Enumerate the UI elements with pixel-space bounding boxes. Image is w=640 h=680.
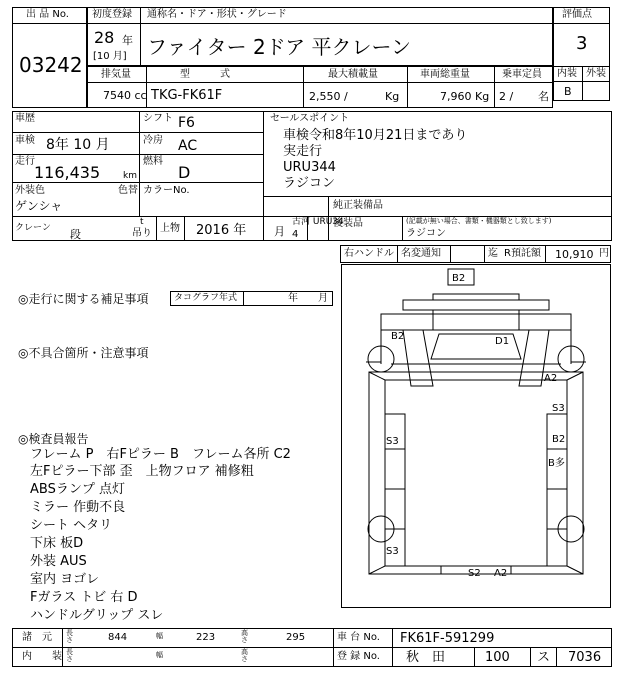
- model-code: TKG-FK61F: [151, 88, 223, 103]
- tachograph-month: 月: [318, 293, 328, 304]
- reg-kana: ス: [537, 650, 551, 665]
- chassis-number: FK61F-591299: [400, 631, 495, 646]
- length-value: 844: [108, 632, 128, 643]
- crane-ton: t: [140, 217, 144, 227]
- height-label-2: 高さ: [241, 648, 248, 664]
- name-change-label: 名変通知: [401, 248, 441, 259]
- mileage-label: 走行: [15, 156, 35, 167]
- first-reg-year: 28: [94, 28, 115, 47]
- defects-heading: ◎不具合箇所・注意事項: [18, 346, 149, 360]
- score-value: 3: [576, 33, 588, 54]
- color-value: ゲンシャ: [15, 199, 63, 213]
- width-label-2: 幅: [156, 651, 163, 659]
- score-label: 評価点: [562, 9, 592, 20]
- vehicle-name: ファイター 2ドア 平クレーン: [147, 35, 412, 59]
- cab-rear: [391, 364, 561, 372]
- crane-label: クレーン: [15, 223, 51, 233]
- recycle-unit: 円: [599, 248, 609, 259]
- body-maker: 古河 URU34: [292, 217, 344, 227]
- tachograph-year: 年: [288, 293, 298, 304]
- rail-stakes: [385, 449, 567, 529]
- interior-grade: B: [564, 85, 572, 98]
- gross-weight: 7,960 Kg: [440, 90, 490, 103]
- inspector-line-9: Fガラス トビ 右 D: [30, 590, 138, 605]
- reg-area: 秋 田: [406, 650, 446, 665]
- bed-floor: [385, 380, 567, 566]
- capacity-label: 乗車定員: [502, 69, 542, 80]
- inspector-heading: ◎検査員報告: [18, 432, 89, 446]
- sales-point-3: URU344: [283, 160, 336, 175]
- displacement-label: 排気量: [101, 69, 131, 80]
- height-label: 高さ: [241, 629, 248, 645]
- cab-doors: [403, 330, 549, 386]
- width-label: 幅: [156, 632, 163, 640]
- aftermarket-label: 後装品: [333, 218, 363, 229]
- diag-label-d1: D1: [495, 336, 510, 347]
- fuel-value: D: [178, 163, 191, 182]
- reg-class: 100: [485, 650, 510, 665]
- height-value: 295: [286, 632, 306, 643]
- model-grade-label: 通称名・ドア・形状・グレード: [147, 9, 287, 20]
- truck-damage-diagram: [341, 264, 611, 608]
- inspector-line-7: 外装 AUS: [30, 554, 87, 569]
- color-label: 外装色: [15, 185, 45, 196]
- fuel-label: 燃料: [143, 156, 163, 167]
- sales-point-2: 実走行: [283, 144, 323, 159]
- mileage-value: 116,435: [34, 163, 101, 182]
- cab-roof-edge: [381, 314, 571, 330]
- inspector-line-2: 左Fピラー下部 歪 上物フロア 補修粗: [30, 464, 254, 479]
- displacement: 7540 cc: [103, 89, 147, 102]
- recycle-amount: 10,910: [555, 248, 594, 261]
- interior-footer-label: 内 装: [22, 651, 62, 662]
- genuine-equipment-label: 純正装備品: [333, 200, 383, 211]
- cab-pillars: [433, 310, 519, 330]
- inspector-line-3: ABSランプ 点灯: [30, 482, 125, 497]
- bed-corners: [369, 372, 583, 574]
- mileage-unit: km: [123, 171, 137, 181]
- handle-side: 右ハンドル: [344, 248, 394, 259]
- inspector-line-6: 下床 板D: [30, 536, 84, 551]
- bed-rails: [385, 414, 567, 566]
- recycle-label: R預託額: [504, 248, 541, 259]
- shift-label: シフト: [143, 113, 173, 124]
- inspector-line-8: 室内 ヨゴレ: [30, 572, 100, 587]
- bed-outline: [369, 372, 583, 574]
- driving-notes-heading: ◎走行に関する補足事項: [18, 292, 149, 306]
- max-load-unit: Kg: [385, 90, 400, 103]
- front-bumper: [433, 294, 519, 300]
- ac-value: AC: [178, 138, 198, 154]
- max-load-label: 最大積載量: [328, 69, 378, 80]
- diag-label-b2-top: B2: [452, 273, 466, 284]
- interior-label: 内装: [557, 68, 577, 79]
- diag-label-s3-left: S3: [386, 436, 399, 447]
- first-reg-label: 初度登録: [92, 9, 132, 20]
- color-change-label: 色替: [118, 185, 138, 196]
- diag-label-b2-left: B2: [391, 331, 405, 342]
- lot-number: 03242: [19, 53, 83, 77]
- diag-label-s3-bottom-left: S3: [386, 546, 399, 557]
- sales-point-1: 車検令和8年10月21日まであり: [283, 128, 468, 143]
- body-month: 月: [274, 225, 285, 238]
- crane-stage: 段: [70, 228, 81, 241]
- length-label: 長さ: [66, 629, 73, 645]
- first-reg-month: [10 月]: [93, 51, 127, 62]
- sales-points-label: セールスポイント: [270, 113, 350, 124]
- inspector-line-5: シート ヘタリ: [30, 518, 113, 533]
- diag-label-s2: S2: [468, 568, 481, 579]
- diag-label-a2-right: A2: [544, 373, 558, 384]
- year-unit: 年: [122, 34, 133, 47]
- inspector-line-4: ミラー 作動不良: [30, 500, 126, 515]
- inspector-line-10: ハンドルグリップ スレ: [30, 608, 164, 623]
- diag-label-s3-right: S3: [552, 403, 565, 414]
- capacity-unit: 名: [538, 90, 549, 103]
- sales-point-4: ラジコン: [283, 176, 336, 191]
- diag-label-a2-bottom: A2: [494, 568, 508, 579]
- shift-value: F6: [178, 115, 195, 131]
- lot-label: 出 品 No.: [26, 9, 69, 20]
- exterior-label: 外装: [586, 68, 606, 79]
- inspector-line-1: フレーム P 右Fピラー B フレーム各所 C2: [30, 447, 291, 462]
- model-code-label: 型 式: [180, 69, 230, 80]
- gross-weight-label: 車両総重量: [420, 69, 470, 80]
- length-label-2: 長さ: [66, 648, 73, 664]
- capacity: 2 /: [499, 90, 514, 103]
- reg-label: 登 録 No.: [337, 651, 380, 662]
- history-label: 車歴: [15, 113, 35, 124]
- diag-label-b2-right: B2: [552, 434, 566, 445]
- ac-label: 冷房: [143, 135, 163, 146]
- diag-label-b-multi: B多: [548, 458, 565, 469]
- aftermarket-note: (記載が無い場合、書類・機器類とし致します): [406, 217, 552, 225]
- width-value: 223: [196, 632, 216, 643]
- inspection-value: 8年 10 月: [46, 137, 110, 153]
- tachograph-label: タコグラフ年式: [174, 293, 238, 303]
- body-year: 2016 年: [196, 223, 247, 238]
- body-month-num: 4: [292, 229, 299, 240]
- chassis-label: 車 台 No.: [337, 632, 380, 643]
- cab-front: [403, 300, 549, 310]
- inspection-label: 車検: [15, 135, 35, 146]
- diagram-frame: [342, 265, 611, 608]
- max-load: 2,550 /: [309, 90, 348, 103]
- crane-hook: 吊り: [132, 228, 152, 239]
- aftermarket-item: ラジコン: [406, 228, 446, 239]
- body-label: 上物: [160, 223, 180, 234]
- reg-number: 7036: [568, 650, 602, 665]
- deadline-label: 迄: [488, 248, 498, 259]
- color-no-label: カラーNo.: [143, 185, 190, 196]
- dims-label: 諸 元: [22, 632, 52, 643]
